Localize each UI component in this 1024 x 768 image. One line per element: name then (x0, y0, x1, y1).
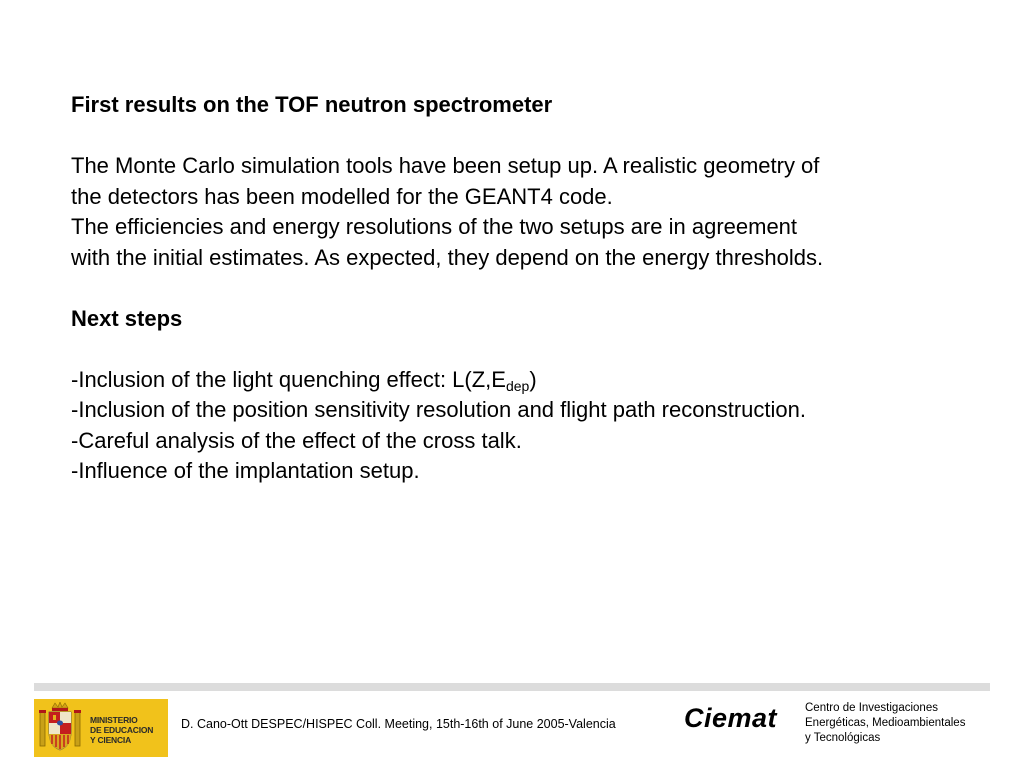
paragraph-line: with the initial estimates. As expected, they depend on the energy thresholds. (71, 244, 824, 270)
subscript: dep (505, 377, 530, 394)
footer-caption: D. Cano-Ott DESPEC/HISPEC Coll. Meeting, 15th-16th of June 2005-Valencia (181, 717, 616, 731)
ministerio-line: Y CIENCIA (90, 735, 132, 745)
paragraph-line: The efficiencies and energy resolutions of the two setups are in agreement (71, 214, 798, 239)
spacer (71, 273, 971, 304)
slide-body (71, 90, 971, 487)
next-steps-heading: Next steps (71, 305, 183, 331)
step-item (71, 365, 971, 396)
ciemat-name-line: y Tecnológicas (805, 732, 881, 744)
ciemat-logo: Ciemat (684, 703, 778, 733)
paragraph-line: The Monte Carlo simulation tools have been setup up. A realistic geometry of (71, 153, 820, 178)
ministerio-wordmark (90, 715, 153, 745)
ciemat-name-line: Centro de Investigaciones (805, 702, 938, 714)
ministerio-line: MINISTERIO (90, 715, 138, 725)
step-text: ) (529, 366, 537, 392)
coat-of-arms-icon (38, 702, 82, 754)
footer-divider (34, 683, 990, 691)
step-item: -Influence of the implantation setup. (71, 458, 420, 483)
step-text: -Inclusion of the light quenching effect: L(Z,E (71, 366, 506, 392)
step-item: -Inclusion of the position sensitivity resolution and flight path reconstruction. (71, 397, 806, 422)
ministerio-line: DE EDUCACION (90, 725, 154, 735)
step-item: -Careful analysis of the effect of the cross talk. (71, 427, 522, 453)
ciemat-full-name (805, 701, 965, 746)
spacer (71, 121, 971, 152)
ciemat-name-line: Energéticas, Medioambientales (805, 717, 966, 729)
ministerio-logo (34, 699, 168, 757)
spacer (71, 334, 971, 365)
results-heading: First results on the TOF neutron spectrometer (71, 92, 553, 117)
paragraph-line: the detectors has been modelled for the GEANT4 code. (71, 183, 613, 209)
